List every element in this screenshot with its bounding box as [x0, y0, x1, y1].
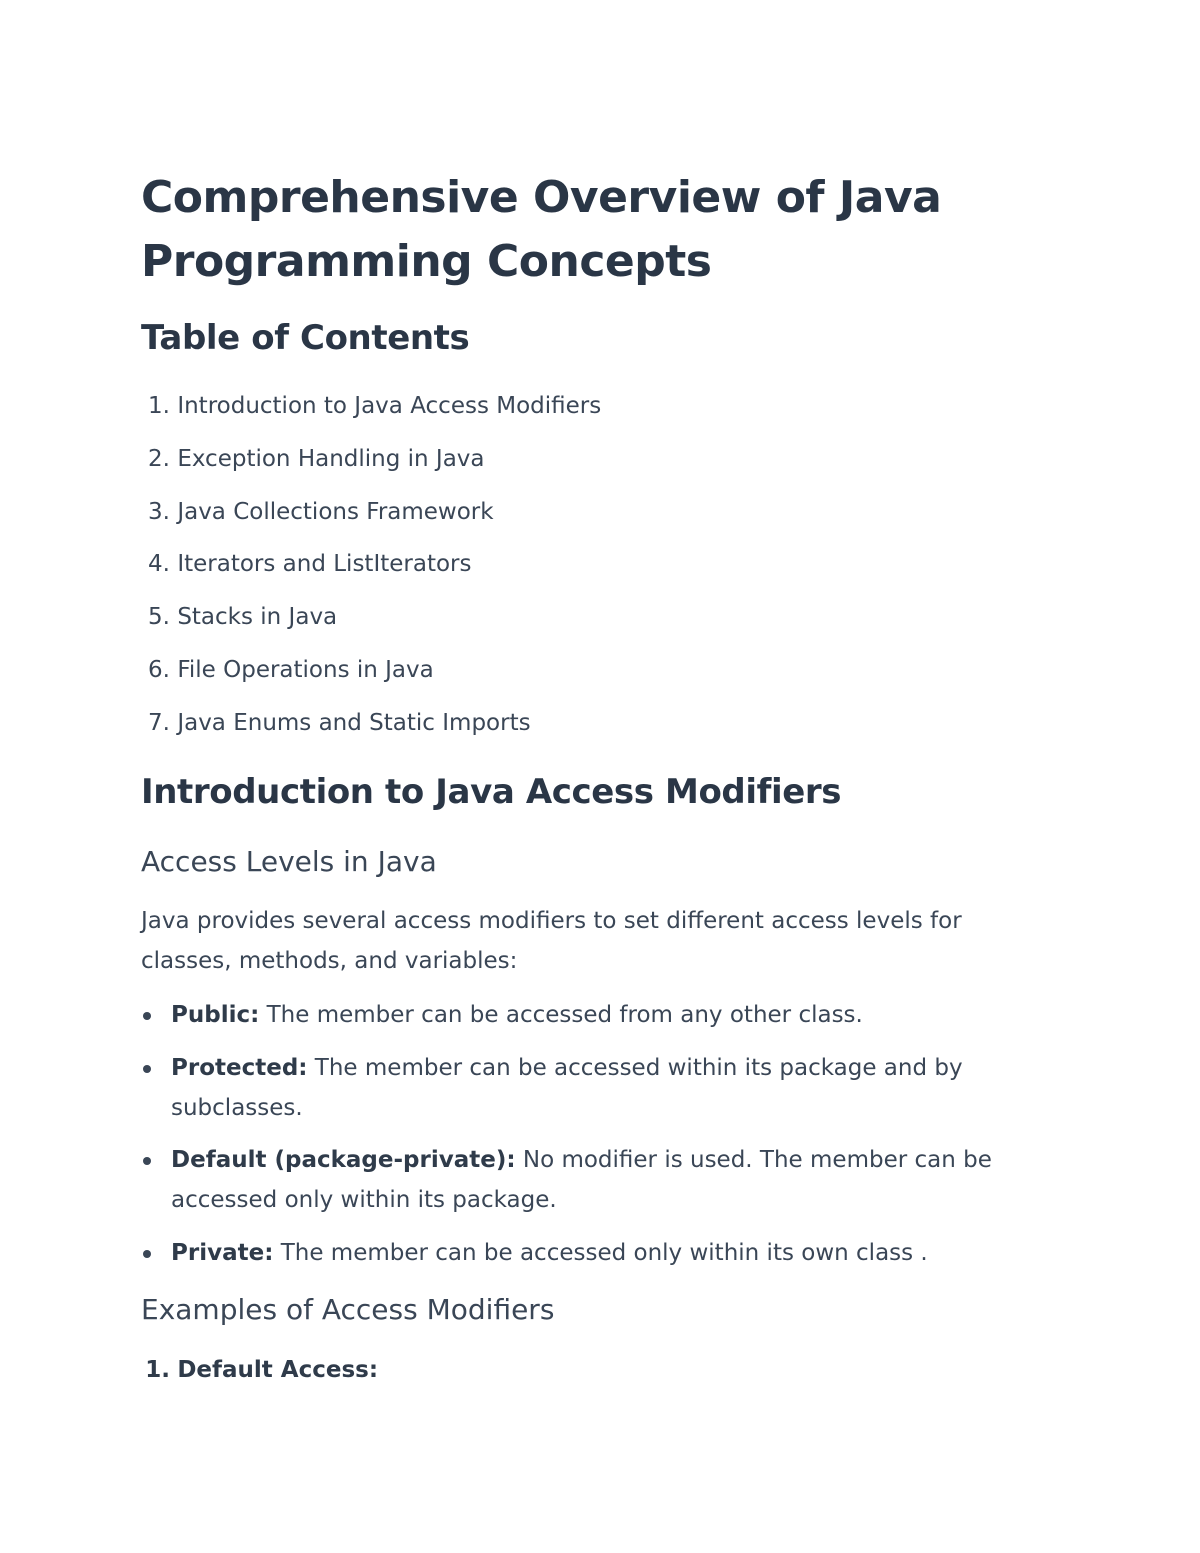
toc-item-number: 4. — [148, 551, 170, 577]
toc-item-label: Stacks in Java — [177, 604, 338, 630]
bullet-term: Public: — [171, 1002, 260, 1028]
list-item — [141, 1140, 1041, 1220]
toc-item-number: 5. — [148, 604, 170, 630]
toc-item-number: 6. — [148, 657, 170, 683]
toc-item-label: Iterators and ListIterators — [177, 551, 472, 577]
toc-item-2[interactable] — [141, 443, 485, 475]
example-item-1 — [141, 1354, 378, 1386]
toc-item-number: 1. — [148, 393, 170, 419]
bullet-icon — [143, 1157, 151, 1165]
toc-item-1[interactable] — [141, 390, 601, 422]
list-item — [141, 995, 1041, 1035]
toc-item-label: File Operations in Java — [177, 657, 434, 683]
bullet-text: No modifier is used. The member can be accessed only within its package. — [171, 1147, 992, 1213]
toc-item-4[interactable] — [141, 548, 471, 580]
toc-item-7[interactable] — [141, 707, 531, 739]
document-title: Comprehensive Overview of Java Programming Concepts — [141, 172, 942, 287]
intro-paragraph: Java provides several access modifiers to set different access levels for classes, methods, and variables: — [141, 908, 962, 974]
bullet-text: The member can be accessed only within its own class . — [273, 1240, 928, 1266]
list-item — [141, 1233, 1041, 1273]
toc-item-number: 3. — [148, 499, 170, 525]
bullet-term: Default (package-private): — [171, 1147, 516, 1173]
bullet-text: The member can be accessed from any other class. — [259, 1002, 863, 1028]
example-item-label: Default Access: — [177, 1357, 379, 1383]
list-item — [141, 1048, 1041, 1128]
toc-item-label: Exception Handling in Java — [177, 446, 485, 472]
toc-item-3[interactable] — [141, 496, 494, 528]
bullet-term: Private: — [171, 1240, 274, 1266]
toc-item-number: 7. — [148, 710, 170, 736]
bullet-text: The member can be accessed within its package and by subclasses. — [171, 1055, 963, 1121]
toc-item-label: Java Enums and Static Imports — [177, 710, 531, 736]
bullet-icon — [143, 1065, 151, 1073]
toc-item-label: Java Collections Framework — [177, 499, 494, 525]
toc-heading: Table of Contents — [141, 318, 470, 358]
bullet-term: Protected: — [171, 1055, 308, 1081]
bullet-icon — [143, 1250, 151, 1258]
subsection-heading: Examples of Access Modifiers — [141, 1293, 555, 1326]
toc-item-label: Introduction to Java Access Modifiers — [177, 393, 602, 419]
bullet-icon — [143, 1012, 151, 1020]
section-heading: Introduction to Java Access Modifiers — [141, 772, 842, 812]
toc-item-number: 2. — [148, 446, 170, 472]
example-item-number: 1. — [145, 1357, 170, 1383]
subsection-heading: Access Levels in Java — [141, 845, 437, 878]
toc-item-5[interactable] — [141, 601, 337, 633]
toc-item-6[interactable] — [141, 654, 434, 686]
